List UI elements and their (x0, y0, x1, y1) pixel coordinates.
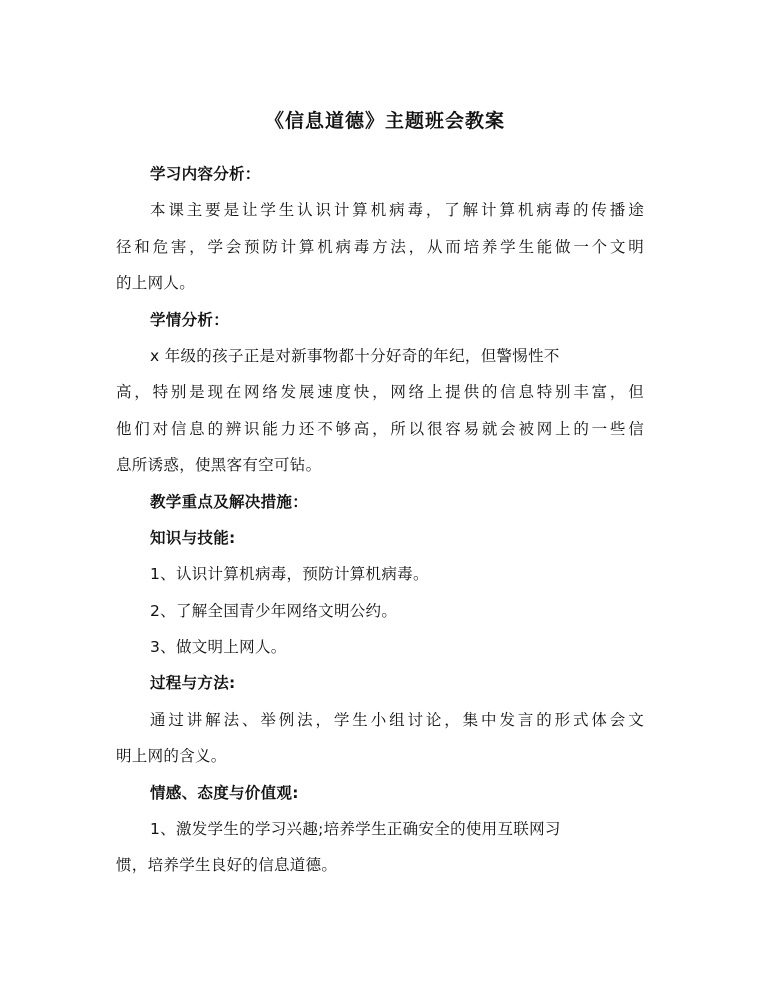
list-item: 1、认识计算机病毒，预防计算机病毒。 (150, 565, 429, 584)
paragraph-line: 高，特别是现在网络发展速度快，网络上提供的信息特别丰富，但 (116, 383, 644, 402)
paragraph-line: 惯，培养学生良好的信息道德。 (116, 856, 338, 875)
paragraph-line: 本课主要是让学生认识计算机病毒，了解计算机病毒的传播途 (150, 201, 644, 220)
paragraph-line: 他们对信息的辨识能力还不够高，所以很容易就会被网上的一些信 (116, 419, 644, 438)
paragraph-line: 1、激发学生的学习兴趣;培养学生正确安全的使用互联网习 (150, 820, 561, 839)
list-item: 3、做文明上网人。 (150, 638, 287, 657)
document-body (116, 156, 644, 884)
list-item: 2、了解全国青少年网络文明公约。 (150, 601, 398, 620)
knowledge-skills-heading: 知识与技能: (150, 528, 236, 547)
key-points-heading: 教学重点及解决措施： (150, 492, 309, 511)
paragraph-line: 明上网的含义。 (116, 747, 227, 766)
paragraph-line: x 年级的孩子正是对新事物都十分好奇的年纪，但警惕性不 (150, 346, 560, 365)
paragraph-line: 息所诱惑，使黑客有空可钻。 (116, 456, 322, 475)
paragraph-line: 径和危害，学会预防计算机病毒方法，从而培养学生能做一个文明 (116, 237, 644, 256)
emotion-values-heading: 情感、态度与价值观: (150, 783, 299, 802)
process-methods-heading: 过程与方法: (150, 674, 236, 693)
learner-analysis-heading: 学情分析： (150, 310, 230, 329)
document-title: 《信息道德》主题班会教案 (264, 110, 505, 132)
content-analysis-heading: 学习内容分析： (150, 165, 261, 183)
paragraph-line: 的上网人。 (116, 274, 196, 293)
paragraph-line: 通过讲解法、举例法，学生小组讨论，集中发言的形式体会文 (150, 710, 644, 729)
